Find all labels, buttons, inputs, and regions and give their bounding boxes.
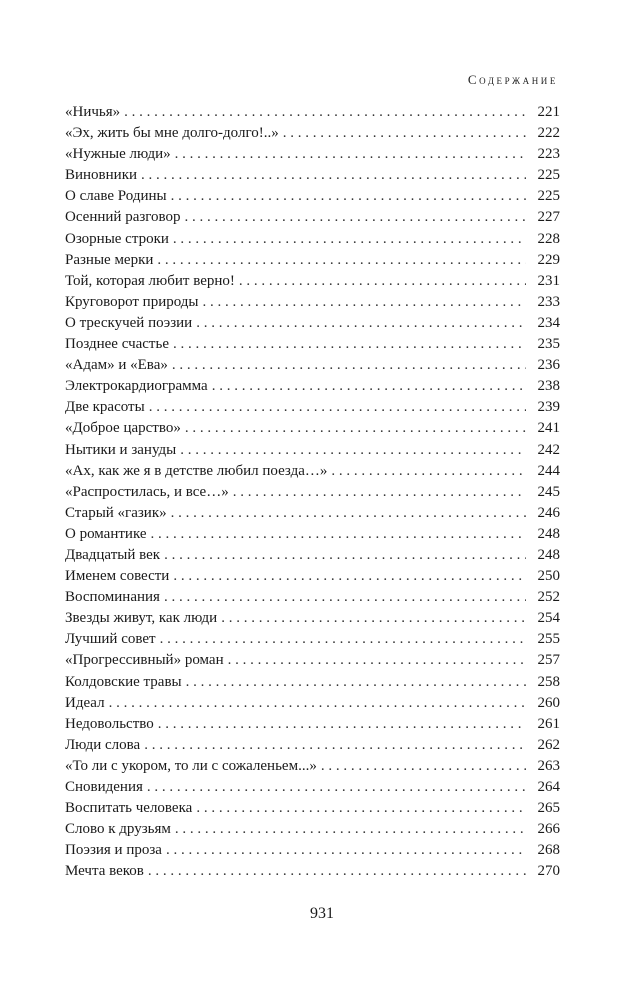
dot-leader <box>166 840 526 861</box>
toc-entry-page: 260 <box>537 694 560 711</box>
toc-entry-page: 270 <box>537 863 560 880</box>
toc-entry-page: 257 <box>537 652 560 669</box>
toc-entry-page: 229 <box>537 251 560 268</box>
toc-entry <box>65 672 560 693</box>
toc-entry <box>65 313 560 334</box>
toc-entry-page: 250 <box>537 568 560 585</box>
toc-entry <box>65 503 560 524</box>
toc-entry <box>65 397 560 418</box>
dot-leader <box>173 334 526 355</box>
dot-leader <box>233 482 526 503</box>
dot-leader <box>186 672 526 693</box>
dot-leader <box>172 355 526 376</box>
toc-entry <box>65 566 560 587</box>
toc-entry <box>65 123 560 144</box>
toc-entry-page: 248 <box>537 525 560 542</box>
dot-leader <box>164 587 526 608</box>
running-header: Содержание <box>467 72 558 87</box>
toc-entry-title: О романтике <box>65 525 147 542</box>
toc-entry-page: 227 <box>537 209 560 226</box>
toc-entry <box>65 271 560 292</box>
toc-entry <box>65 376 560 397</box>
dot-leader <box>175 144 526 165</box>
toc-entry <box>65 693 560 714</box>
toc-entry-title: Колдовские травы <box>65 673 182 690</box>
dot-leader <box>196 313 526 334</box>
toc-entry-title: О славе Родины <box>65 188 167 205</box>
dot-leader <box>157 250 526 271</box>
toc-entry <box>65 798 560 819</box>
toc-entry <box>65 861 560 882</box>
toc-entry <box>65 714 560 735</box>
dot-leader <box>180 440 526 461</box>
toc-entry <box>65 650 560 671</box>
toc-entry <box>65 207 560 228</box>
toc-entry-title: Две красоты <box>65 399 145 416</box>
dot-leader <box>239 271 526 292</box>
toc-entry-title: Позднее счастье <box>65 336 169 353</box>
toc-entry-page: 248 <box>537 546 560 563</box>
toc-entry-title: Идеал <box>65 694 105 711</box>
toc-entry-page: 241 <box>537 420 560 437</box>
toc-entry-page: 244 <box>537 462 560 479</box>
toc-entry-title: «То ли с укором, то ли с сожаленьем...» <box>65 757 317 774</box>
dot-leader <box>331 461 526 482</box>
dot-leader <box>141 165 526 186</box>
toc-entry-title: Разные мерки <box>65 251 154 268</box>
toc-entry-title: Электрокардиограмма <box>65 378 208 395</box>
toc-entry-title: «Нужные люди» <box>65 146 171 163</box>
toc-entry <box>65 334 560 355</box>
dot-leader <box>196 798 526 819</box>
toc-entry-title: Нытики и зануды <box>65 441 177 458</box>
dot-leader <box>321 756 526 777</box>
toc-entry <box>65 608 560 629</box>
toc-entry <box>65 165 560 186</box>
toc-entry-page: 258 <box>537 673 560 690</box>
toc-entry <box>65 418 560 439</box>
toc-entry-page: 255 <box>537 631 560 648</box>
toc-entry-title: Звезды живут, как люди <box>65 610 218 627</box>
toc-entry-page: 262 <box>537 736 560 753</box>
toc-entry-page: 228 <box>537 230 560 247</box>
toc-entry-page: 221 <box>537 104 560 120</box>
toc-entry-page: 245 <box>537 483 560 500</box>
toc-entry-title: Воспитать человека <box>65 800 193 817</box>
toc-entry-title: Именем совести <box>65 568 170 585</box>
toc-entry <box>65 840 560 861</box>
dot-leader <box>185 418 526 439</box>
toc-entry <box>65 250 560 271</box>
toc-entry-page: 261 <box>537 715 560 732</box>
dot-leader <box>283 123 526 144</box>
toc-entry-title: «Распростилась, и все…» <box>65 483 229 500</box>
toc-entry-title: «Адам» и «Ева» <box>65 357 168 374</box>
toc-entry <box>65 144 560 165</box>
toc-entry-title: Круговорот природы <box>65 293 199 310</box>
toc-entry <box>65 461 560 482</box>
dot-leader <box>158 714 526 735</box>
toc-entry-title: «Доброе царство» <box>65 420 181 437</box>
toc-entry <box>65 819 560 840</box>
toc-entry-page: 254 <box>537 610 560 627</box>
toc-entry-page: 236 <box>537 357 560 374</box>
toc-entry-title: Лучший совет <box>65 631 156 648</box>
toc-entry-title: Осенний разговор <box>65 209 181 226</box>
toc-entry <box>65 229 560 250</box>
toc-entry-title: Слово к друзьям <box>65 821 171 838</box>
toc-entry <box>65 777 560 798</box>
toc-entry-title: Виновники <box>65 167 138 184</box>
toc-entry-title: «Эх, жить бы мне долго-долго!..» <box>65 125 279 142</box>
toc-entry-page: 231 <box>537 272 560 289</box>
dot-leader <box>124 102 526 123</box>
toc-entry-page: 238 <box>537 378 560 395</box>
toc-entry-title: О трескучей поэзии <box>65 314 193 331</box>
dot-leader <box>164 545 526 566</box>
toc-entry-page: 265 <box>537 800 560 817</box>
toc-entry-page: 264 <box>537 779 560 795</box>
toc-entry-title: Той, которая любит верно! <box>65 272 235 289</box>
toc-entry-title: Сновидения <box>65 779 143 795</box>
toc-entry-page: 266 <box>537 821 560 838</box>
dot-leader <box>203 292 526 313</box>
toc-entry-title: Воспоминания <box>65 589 160 606</box>
toc-entry <box>65 587 560 608</box>
toc-entry-page: 239 <box>537 399 560 416</box>
toc-entry-title: Недовольство <box>65 715 154 732</box>
dot-leader <box>109 693 526 714</box>
toc-entry <box>65 292 560 313</box>
toc-entry-title: Мечта веков <box>65 863 144 880</box>
toc-entry <box>65 629 560 650</box>
toc-entry-title: «Ах, как же я в детстве любил поезда…» <box>65 462 328 479</box>
toc-entry <box>65 186 560 207</box>
dot-leader <box>171 186 526 207</box>
dot-leader <box>144 735 526 756</box>
toc-entry-page: 242 <box>537 441 560 458</box>
toc-entry <box>65 735 560 756</box>
dot-leader <box>175 819 526 840</box>
toc-entry-title: Двадцатый век <box>65 546 161 563</box>
dot-leader <box>173 566 526 587</box>
dot-leader <box>148 861 526 882</box>
table-of-contents <box>65 102 560 882</box>
toc-entry-title: Люди слова <box>65 736 141 753</box>
toc-entry-title: Старый «газик» <box>65 504 167 521</box>
toc-entry <box>65 440 560 461</box>
dot-leader <box>173 229 526 250</box>
toc-entry-page: 233 <box>537 293 560 310</box>
dot-leader <box>149 397 526 418</box>
dot-leader <box>151 524 526 545</box>
toc-entry <box>65 482 560 503</box>
dot-leader <box>160 629 526 650</box>
toc-entry-page: 223 <box>537 146 560 163</box>
toc-entry-title: «Ничья» <box>65 104 121 120</box>
toc-entry <box>65 355 560 376</box>
toc-entry-title: Озорные строки <box>65 230 169 247</box>
toc-entry-page: 225 <box>537 167 560 184</box>
toc-entry-page: 235 <box>537 336 560 353</box>
toc-entry-page: 252 <box>537 589 560 606</box>
dot-leader <box>212 376 526 397</box>
toc-entry-page: 263 <box>537 757 560 774</box>
toc-entry-page: 246 <box>537 504 560 521</box>
dot-leader <box>171 503 526 524</box>
toc-entry-page: 268 <box>537 842 560 859</box>
dot-leader <box>185 207 526 228</box>
toc-entry <box>65 545 560 566</box>
toc-entry <box>65 102 560 123</box>
dot-leader <box>228 650 526 671</box>
dot-leader <box>147 777 526 798</box>
toc-entry <box>65 756 560 777</box>
toc-entry-page: 234 <box>537 314 560 331</box>
page-number: 931 <box>310 905 334 922</box>
toc-entry <box>65 524 560 545</box>
toc-entry-title: Поэзия и проза <box>65 842 162 859</box>
toc-entry-page: 222 <box>537 125 560 142</box>
toc-entry-title: «Прогрессивный» роман <box>65 652 224 669</box>
toc-entry-page: 225 <box>537 188 560 205</box>
dot-leader <box>221 608 526 629</box>
